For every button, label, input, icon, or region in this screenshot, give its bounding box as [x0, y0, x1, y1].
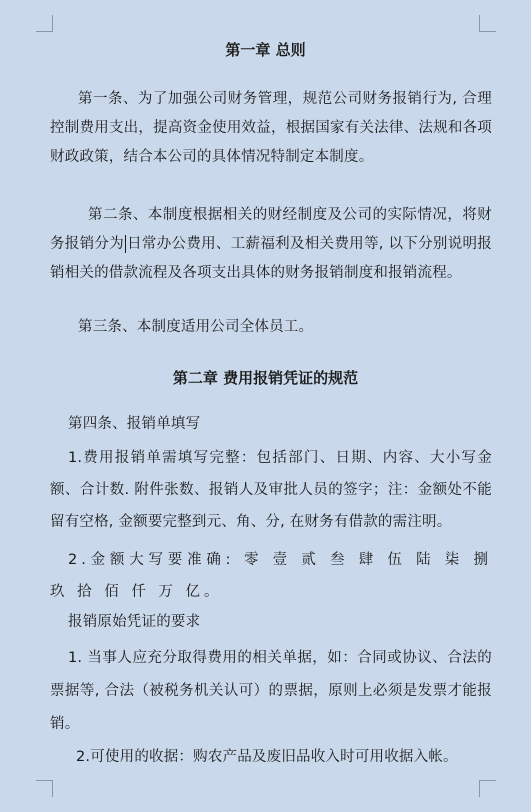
- crop-mark-bottom-left: [36, 780, 53, 797]
- chapter-1-title: 第一章 总则: [225, 41, 306, 59]
- article-2-text-before: 第二条、本制度根据相关的财经制度及公司的实际情况，将财务报销分为: [50, 207, 492, 252]
- voucher-item-1: 1. 当事人应充分取得费用的相关单据，如：合同或协议、合法的票据等, 合法（被税务机关认可）的票据，原则上必须是发票才能报销。: [50, 650, 492, 732]
- article-1: 第一条、为了加强公司财务管理，规范公司财务报销行为, 合理控制费用支出，提高资金使用效益，根据国家有关法律、法规和各项财政政策，结合本公司的具体情况特制定本制度。: [50, 91, 492, 165]
- text-cursor: [125, 235, 126, 253]
- article-4: 第四条、报销单填写: [68, 416, 201, 432]
- original-voucher-title: 报销原始凭证的要求: [68, 614, 201, 630]
- reimbursement-item-2: 2.金额大写要准确: 零 壹 贰 叁 肆 伍 陆 柒 捌 玖 拾 佰 仟 万 亿。: [50, 552, 492, 600]
- crop-mark-top-left: [36, 15, 53, 32]
- article-3: 第三条、本制度适用公司全体员工。: [78, 319, 314, 335]
- article-2[interactable]: [50, 201, 492, 288]
- voucher-item-2: 2.可使用的收据：购农产品及废旧品收入时可用收据入帐。: [76, 749, 458, 765]
- crop-mark-top-right: [479, 15, 496, 32]
- chapter-2-title: 第二章 费用报销凭证的规范: [172, 369, 359, 387]
- article-2-text-after: 日常办公费用、工薪福利及相关费用等, 以下分别说明报销相关的借款流程及各项支出具体的财务报销制度和报销流程。: [50, 236, 492, 281]
- reimbursement-item-1: 1.费用报销单需填写完整：包括部门、日期、内容、大小写金额、合计数. 附件张数、报销人及审批人员的签字；注：金额处不能留有空格, 金额要完整到元、角、分, 在财务有借款的需注明。: [50, 450, 492, 530]
- crop-mark-bottom-right: [479, 780, 496, 797]
